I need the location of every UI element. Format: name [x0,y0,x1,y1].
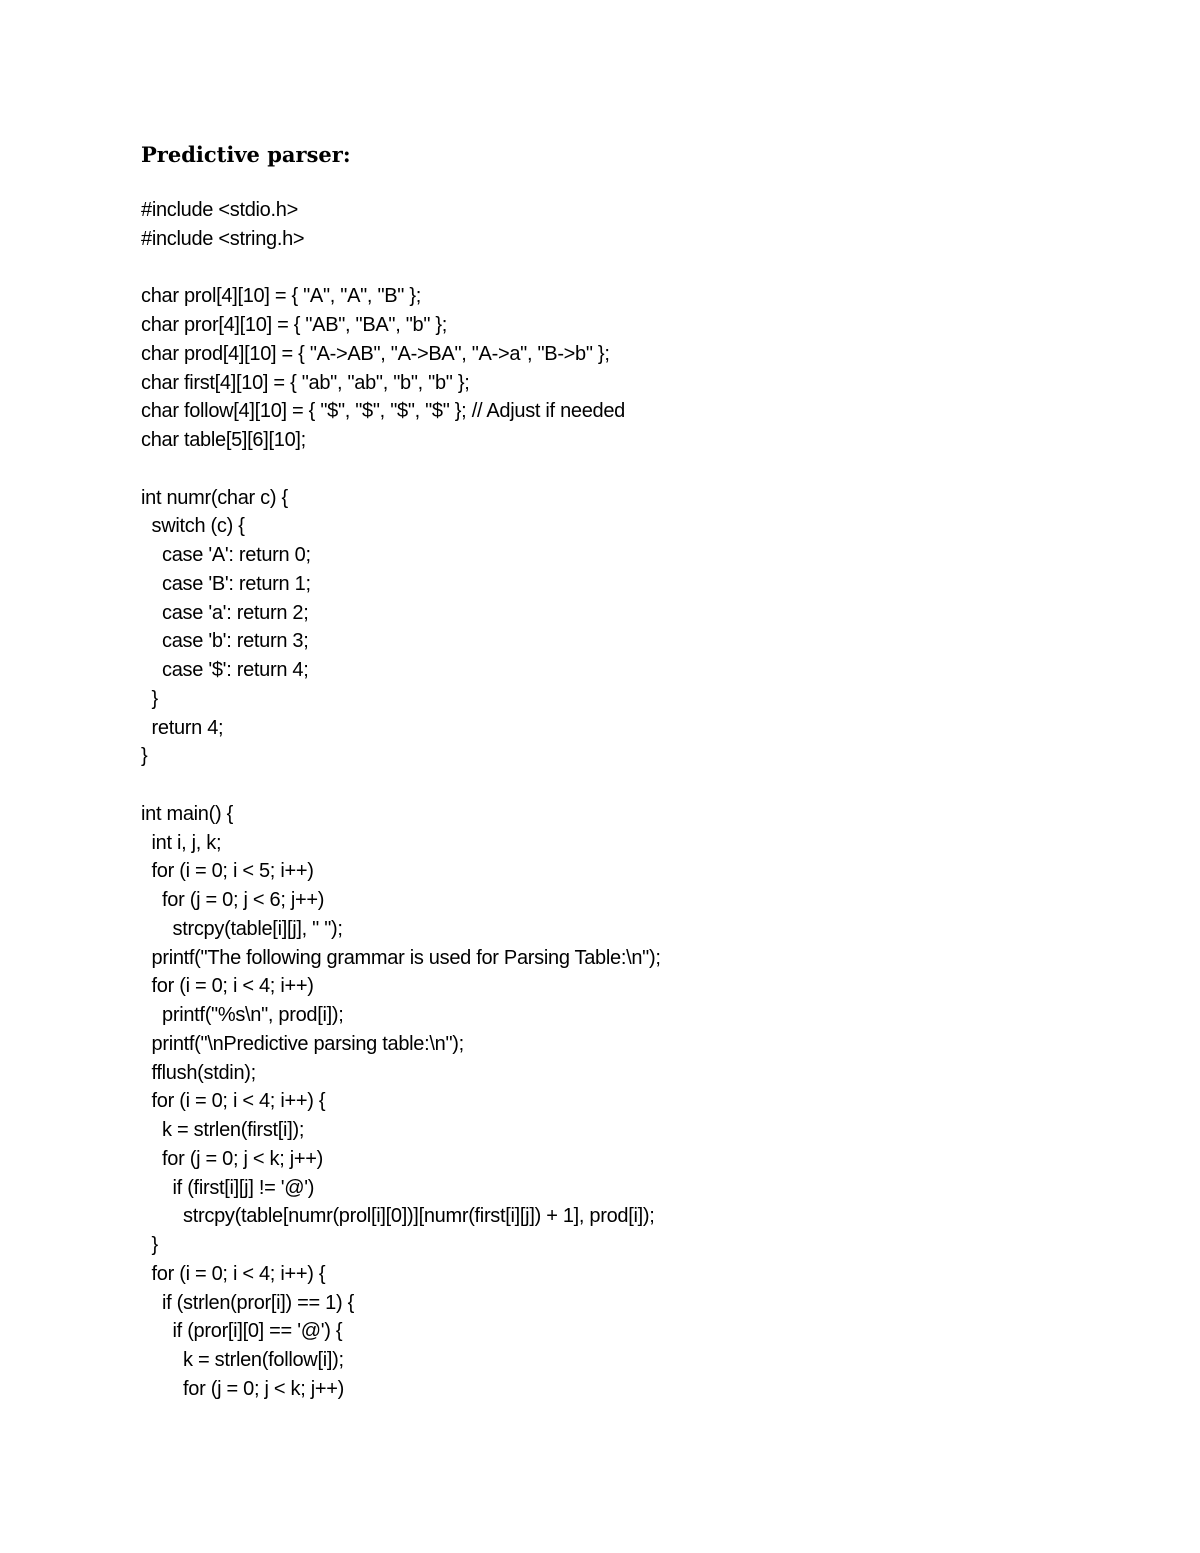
code-line: for (i = 0; i < 4; i++) { [141,1262,326,1285]
code-line: for (i = 0; i < 4; i++) [141,975,314,998]
code-line: fflush(stdin); [141,1061,256,1084]
code-block [141,196,1161,1404]
code-line: k = strlen(first[i]); [141,1119,305,1141]
code-line: printf("\nPredictive parsing table:\n"); [141,1032,464,1055]
code-line: } [141,1234,158,1256]
code-line: for (i = 0; i < 5; i++) [141,860,314,883]
code-line: #include <string.h> [141,227,305,250]
code-line: strcpy(table[numr(prol[i][0])][numr(first[i][j]) + 1], prod[i]); [141,1205,655,1228]
code-line [141,771,1161,800]
code-line: char pror[4][10] = { "AB", "BA", "b" }; [141,314,448,336]
code-line: return 4; [141,716,224,739]
code-line: printf("The following grammar is used for Parsing Table:\n"); [141,946,661,969]
code-line: char follow[4][10] = { "$", "$", "$", "$" }; // Adjust if needed [141,400,626,423]
code-line: } [141,745,148,768]
code-line: int i, j, k; [141,831,222,854]
code-line: char first[4][10] = { "ab", "ab", "b", "b" }; [141,371,470,394]
code-line: char prol[4][10] = { "A", "A", "B" }; [141,285,421,308]
code-line: char prod[4][10] = { "A->AB", "A->BA", "A->a", "B->b" }; [141,342,610,365]
code-line: for (j = 0; j < 6; j++) [141,889,325,911]
code-line: int main() { [141,802,233,825]
code-line: for (j = 0; j < k; j++) [141,1147,323,1170]
code-line: } [141,687,158,710]
code-line: switch (c) { [141,515,245,538]
code-line: for (i = 0; i < 4; i++) { [141,1090,326,1113]
code-line: strcpy(table[i][j], " "); [141,917,343,940]
code-line: if (strlen(pror[i]) == 1) { [141,1291,354,1314]
code-line: case 'B': return 1; [141,572,311,595]
code-line: int numr(char c) { [141,486,288,509]
code-line: for (j = 0; j < k; j++) [141,1377,344,1400]
code-line: k = strlen(follow[i]); [141,1349,344,1371]
code-line [141,254,1161,283]
code-line [141,455,1161,484]
code-line: char table[5][6][10]; [141,429,306,451]
code-line: if (first[i][j] != '@') [141,1176,315,1199]
code-line: printf("%s\n", prod[i]); [141,1004,344,1026]
code-line: case 'b': return 3; [141,630,309,653]
code-line: case 'a': return 2; [141,601,309,624]
page-title: Predictive parser: [141,142,351,167]
code-line: case '$': return 4; [141,659,309,681]
code-line: case 'A': return 0; [141,544,311,566]
code-line: if (pror[i][0] == '@') { [141,1320,343,1343]
code-line: #include <stdio.h> [141,199,298,221]
